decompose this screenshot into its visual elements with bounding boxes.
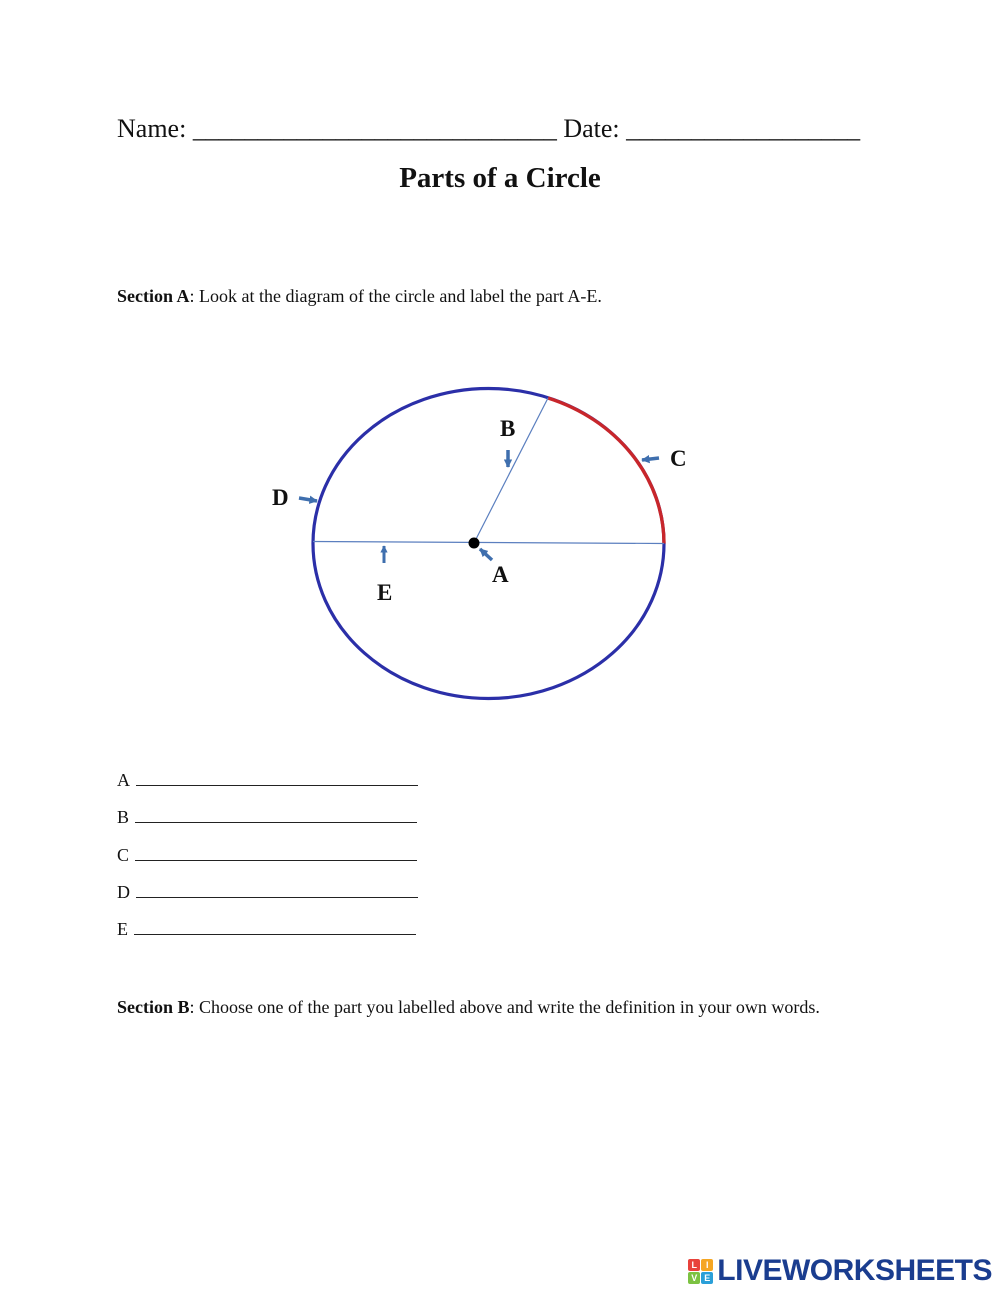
logo-block: L [688,1259,700,1271]
arrow-a-icon [480,549,492,560]
page-title: Parts of a Circle [399,162,601,194]
logo-block: V [688,1272,700,1284]
logo-icon [688,1259,713,1284]
answer-row-a [117,770,418,807]
liveworksheets-logo[interactable] [688,1254,992,1288]
arc-segment [548,398,664,544]
diameter-line [313,542,664,544]
date-field[interactable]: __________________ [626,114,861,143]
section-b-label: Section B [117,997,190,1017]
label-c: C [670,446,687,471]
answer-letter: B [117,807,130,828]
label-e: E [377,580,393,605]
center-point [469,538,480,549]
answer-field-a[interactable] [136,771,418,786]
label-d: D [272,485,289,510]
section-b-instructions [117,995,847,1020]
answer-field-d[interactable] [136,883,418,898]
answer-letter: C [117,844,130,865]
name-label: Name: [117,114,187,143]
section-a-instructions [117,286,602,307]
arrow-c-icon [642,458,659,460]
answer-field-c[interactable] [135,846,417,861]
date-label: Date: [563,114,620,143]
label-b: B [500,416,516,441]
section-a-label: Section A [117,286,190,306]
section-a-text: : Look at the diagram of the circle and label the part A-E. [189,286,602,306]
logo-block: I [701,1259,713,1271]
section-b-text: : Choose one of the part you labelled above and write the definition in your own words. [189,997,820,1017]
answer-row-b [117,807,418,844]
label-a: A [492,562,509,587]
logo-text: LIVEWORKSHEETS [717,1254,992,1287]
answer-row-c [117,845,418,882]
answer-letter: E [117,919,128,940]
answer-letter: D [117,881,130,902]
circle-diagram [260,375,720,715]
answer-field-b[interactable] [135,808,417,823]
answer-letter: A [117,770,130,790]
name-field[interactable]: ____________________________ [192,114,557,143]
arrow-d-icon [299,498,317,501]
logo-block: E [701,1272,713,1284]
answer-list [117,770,418,956]
answer-row-e [117,919,418,956]
header-line [117,114,860,144]
answer-field-e[interactable] [134,920,416,935]
answer-row-d [117,882,418,919]
